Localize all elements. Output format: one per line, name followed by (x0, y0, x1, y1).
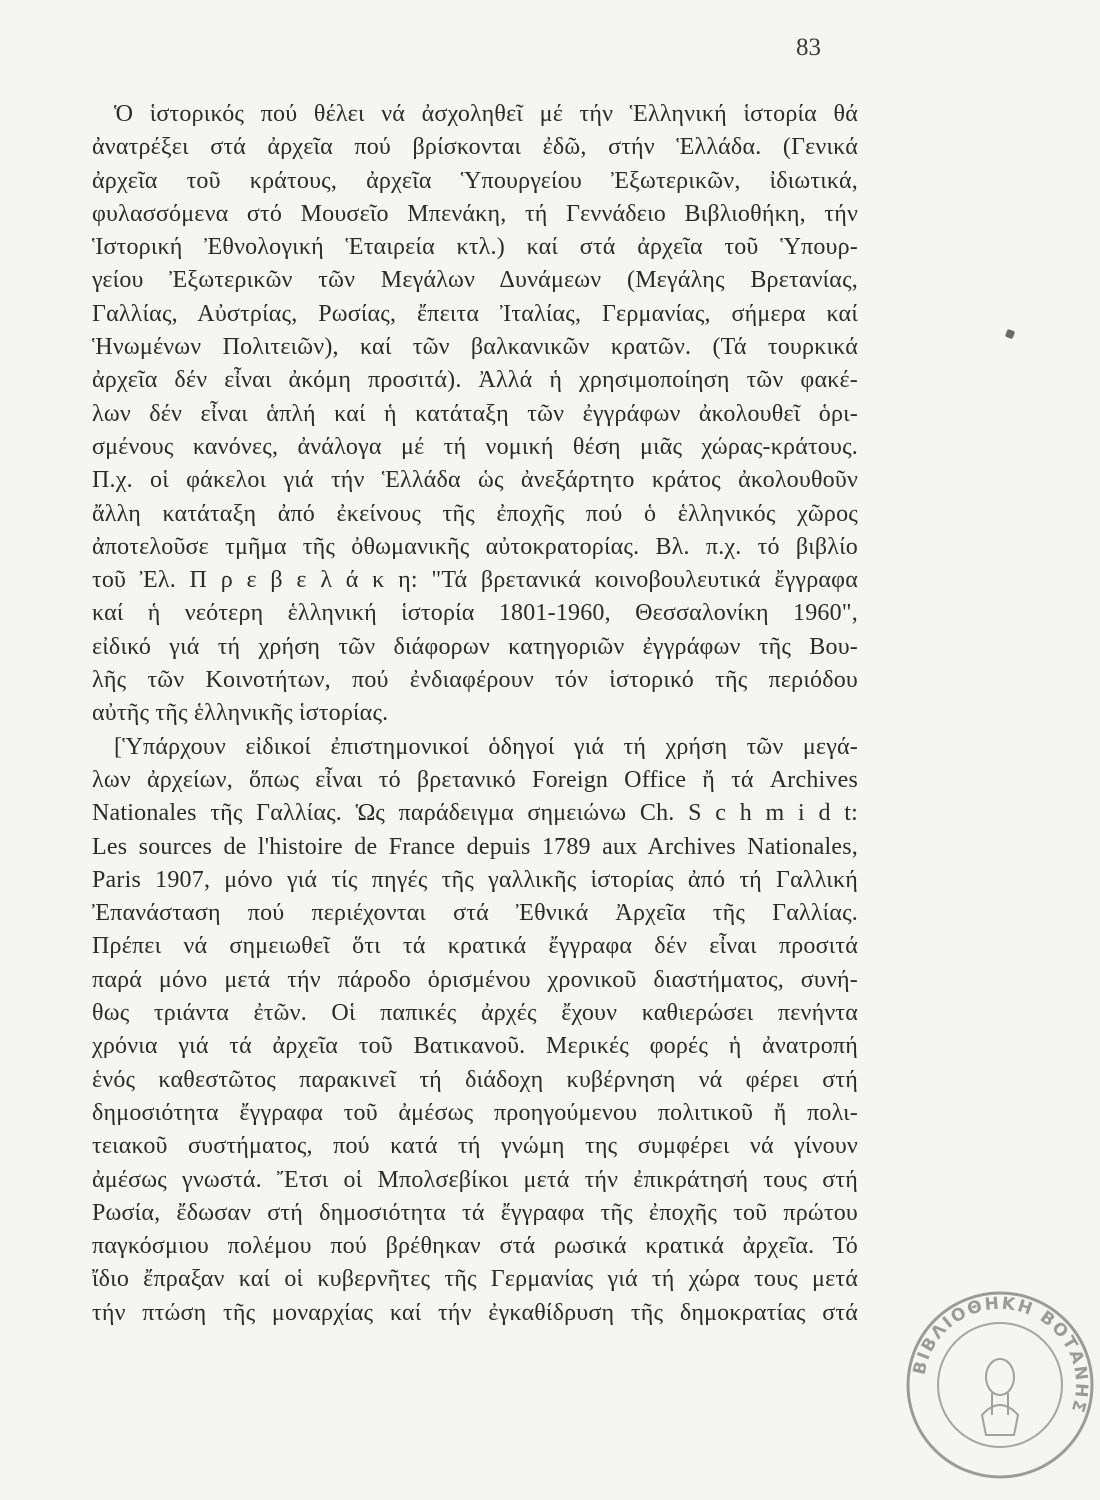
text-line: Π.χ. οἱ φάκελοι γιά τήν Ἑλλάδα ὡς ἀνεξάρτητο κράτος ἀκολουθοῦν (92, 467, 858, 494)
body-text (92, 98, 858, 1330)
text-line: τοῦ Ἐλ. Π ρ ε β ε λ ά κ η: "Τά βρετανικά κοινοβουλευτικά ἔγγραφα (92, 567, 858, 594)
text-line: αὐτῆς τῆς ἑλληνικῆς ἱστορίας. (92, 700, 389, 727)
text-line: σμένους κανόνες, ἀνάλογα μέ τή νομική θέση μιᾶς χώρας-κράτους. (92, 433, 858, 460)
text-line: εἰδικό γιά τή χρήση τῶν διάφορων κατηγοριῶν ἐγγράφων τῆς Βου- (92, 633, 858, 660)
page-number: 83 (796, 34, 821, 61)
margin-mark (1005, 329, 1015, 339)
text-line: τειακοῦ συστήματος, πού κατά τή γνώμη της συμφέρει νά γίνουν (92, 1133, 858, 1160)
text-line: χρόνια γιά τά ἀρχεῖα τοῦ Βατικανοῦ. Μερικές φορές ἡ ἀνατροπή (92, 1033, 858, 1060)
text-line: λων δέν εἶναι ἁπλή καί ἡ κατάταξη τῶν ἐγγράφων ἀκολουθεῖ ὁρι- (92, 400, 858, 427)
stamp-text: ΒΙΒΛΙΟΘΗΚΗ ΒΟΤΑΝΗΣ (909, 1293, 1092, 1417)
text-line: Ἐπανάσταση πού περιέχονται στά Ἐθνικά Ἀρχεῖα τῆς Γαλλίας. (92, 900, 858, 927)
text-line: Nationales τῆς Γαλλίας. Ὡς παράδειγμα σημειώνω Ch. S c h m i d t: (92, 800, 858, 827)
text-line: ἄλλη κατάταξη ἀπό ἐκείνους τῆς ἐποχῆς πού ὁ ἑλληνικός χῶρος (92, 500, 858, 527)
text-line: καί ἡ νεότερη ἑλληνική ἱστορία 1801-1960, Θεσσαλονίκη 1960", (92, 600, 858, 627)
text-line: ἀμέσως γνωστά. Ἔτσι οἱ Μπολσεβίκοι μετά τήν ἐπικράτησή τους στή (92, 1166, 858, 1193)
text-line: φυλασσόμενα στό Μουσεῖο Μπενάκη, τή Γεννάδειο Βιβλιοθήκη, τήν (92, 200, 858, 227)
text-line: ἀνατρέξει στά ἀρχεῖα πού βρίσκονται ἐδῶ, στήν Ἑλλάδα. (Γενικά (92, 134, 858, 161)
text-line: Ἡνωμένων Πολιτειῶν), καί τῶν βαλκανικῶν κρατῶν. (Τά τουρκικά (92, 334, 858, 361)
text-line: γείου Ἐξωτερικῶν τῶν Μεγάλων Δυνάμεων (Μεγάλης Βρετανίας, (92, 267, 858, 294)
text-line: Les sources de l'histoire de France depuis 1789 aux Archives Nationales, (92, 833, 858, 860)
text-line: τήν πτώση τῆς μοναρχίας καί τήν ἐγκαθίδρυση τῆς δημοκρατίας στά (92, 1299, 858, 1326)
text-line: ἀρχεῖα τοῦ κράτους, ἀρχεῖα Ὑπουργείου Ἐξωτερικῶν, ἰδιωτικά, (92, 167, 858, 194)
text-line: [Ὑπάρχουν εἰδικοί ἐπιστημονικοί ὁδηγοί γιά τή χρήση τῶν μεγά- (114, 733, 858, 760)
text-line: λων ἀρχείων, ὅπως εἶναι τό βρετανικό Foreign Office ἤ τά Archives (92, 766, 858, 793)
text-line: παρά μόνο μετά τήν πάροδο ὁρισμένου χρονικοῦ διαστήματος, συνή- (92, 966, 858, 993)
text-line: Γαλλίας, Αὐστρίας, Ρωσίας, ἔπειτα Ἰταλίας, Γερμανίας, σήμερα καί (92, 300, 858, 327)
svg-text:ΒΙΒΛΙΟΘΗΚΗ ΒΟΤΑΝΗΣ (910, 1294, 1092, 1417)
text-line: ἑνός καθεστῶτος παρακινεῖ τή διάδοχη κυβέρνηση νά φέρει στή (92, 1066, 858, 1093)
text-line: θως τριάντα ἐτῶν. Οἱ παπικές ἀρχές ἔχουν καθιερώσει πενήντα (92, 1000, 858, 1027)
text-line: Ρωσία, ἔδωσαν στή δημοσιότητα τά ἔγγραφα τῆς ἐποχῆς τοῦ πρώτου (92, 1199, 858, 1226)
text-line: παγκόσμιου πολέμου πού βρέθηκαν στά ρωσικά κρατικά ἀρχεῖα. Τό (92, 1233, 858, 1260)
text-line: ἴδιο ἔπραξαν καί οἱ κυβερνῆτες τῆς Γερμανίας γιά τή χώρα τους μετά (92, 1266, 858, 1293)
text-line: λῆς τῶν Κοινοτήτων, πού ἐνδιαφέρουν τόν ἱστορικό τῆς περιόδου (92, 667, 858, 694)
text-line: δημοσιότητα ἔγγραφα τοῦ ἀμέσως προηγούμενου πολιτικοῦ ἤ πολι- (92, 1099, 858, 1126)
text-line: Paris 1907, μόνο γιά τίς πηγές τῆς γαλλικῆς ἱστορίας ἀπό τή Γαλλική (92, 866, 858, 893)
text-line: Πρέπει νά σημειωθεῖ ὅτι τά κρατικά ἔγγραφα δέν εἶναι προσιτά (92, 933, 858, 960)
text-line: Ἱστορική Ἐθνολογική Ἑταιρεία κτλ.) καί στά ἀρχεῖα τοῦ Ὑπουρ- (92, 234, 858, 261)
text-line: Ὁ ἱστορικός πού θέλει νά ἀσχοληθεῖ μέ τήν Ἑλληνική ἱστορία θά (114, 101, 858, 127)
library-stamp-icon (900, 1285, 1100, 1485)
text-line: ἀρχεῖα δέν εἶναι ἀκόμη προσιτά). Ἀλλά ἡ χρησιμοποίηση τῶν φακέ- (92, 367, 858, 394)
text-line: ἀποτελοῦσε τμῆμα τῆς ὀθωμανικῆς αὐτοκρατορίας. Βλ. π.χ. τό βιβλίο (92, 533, 858, 560)
